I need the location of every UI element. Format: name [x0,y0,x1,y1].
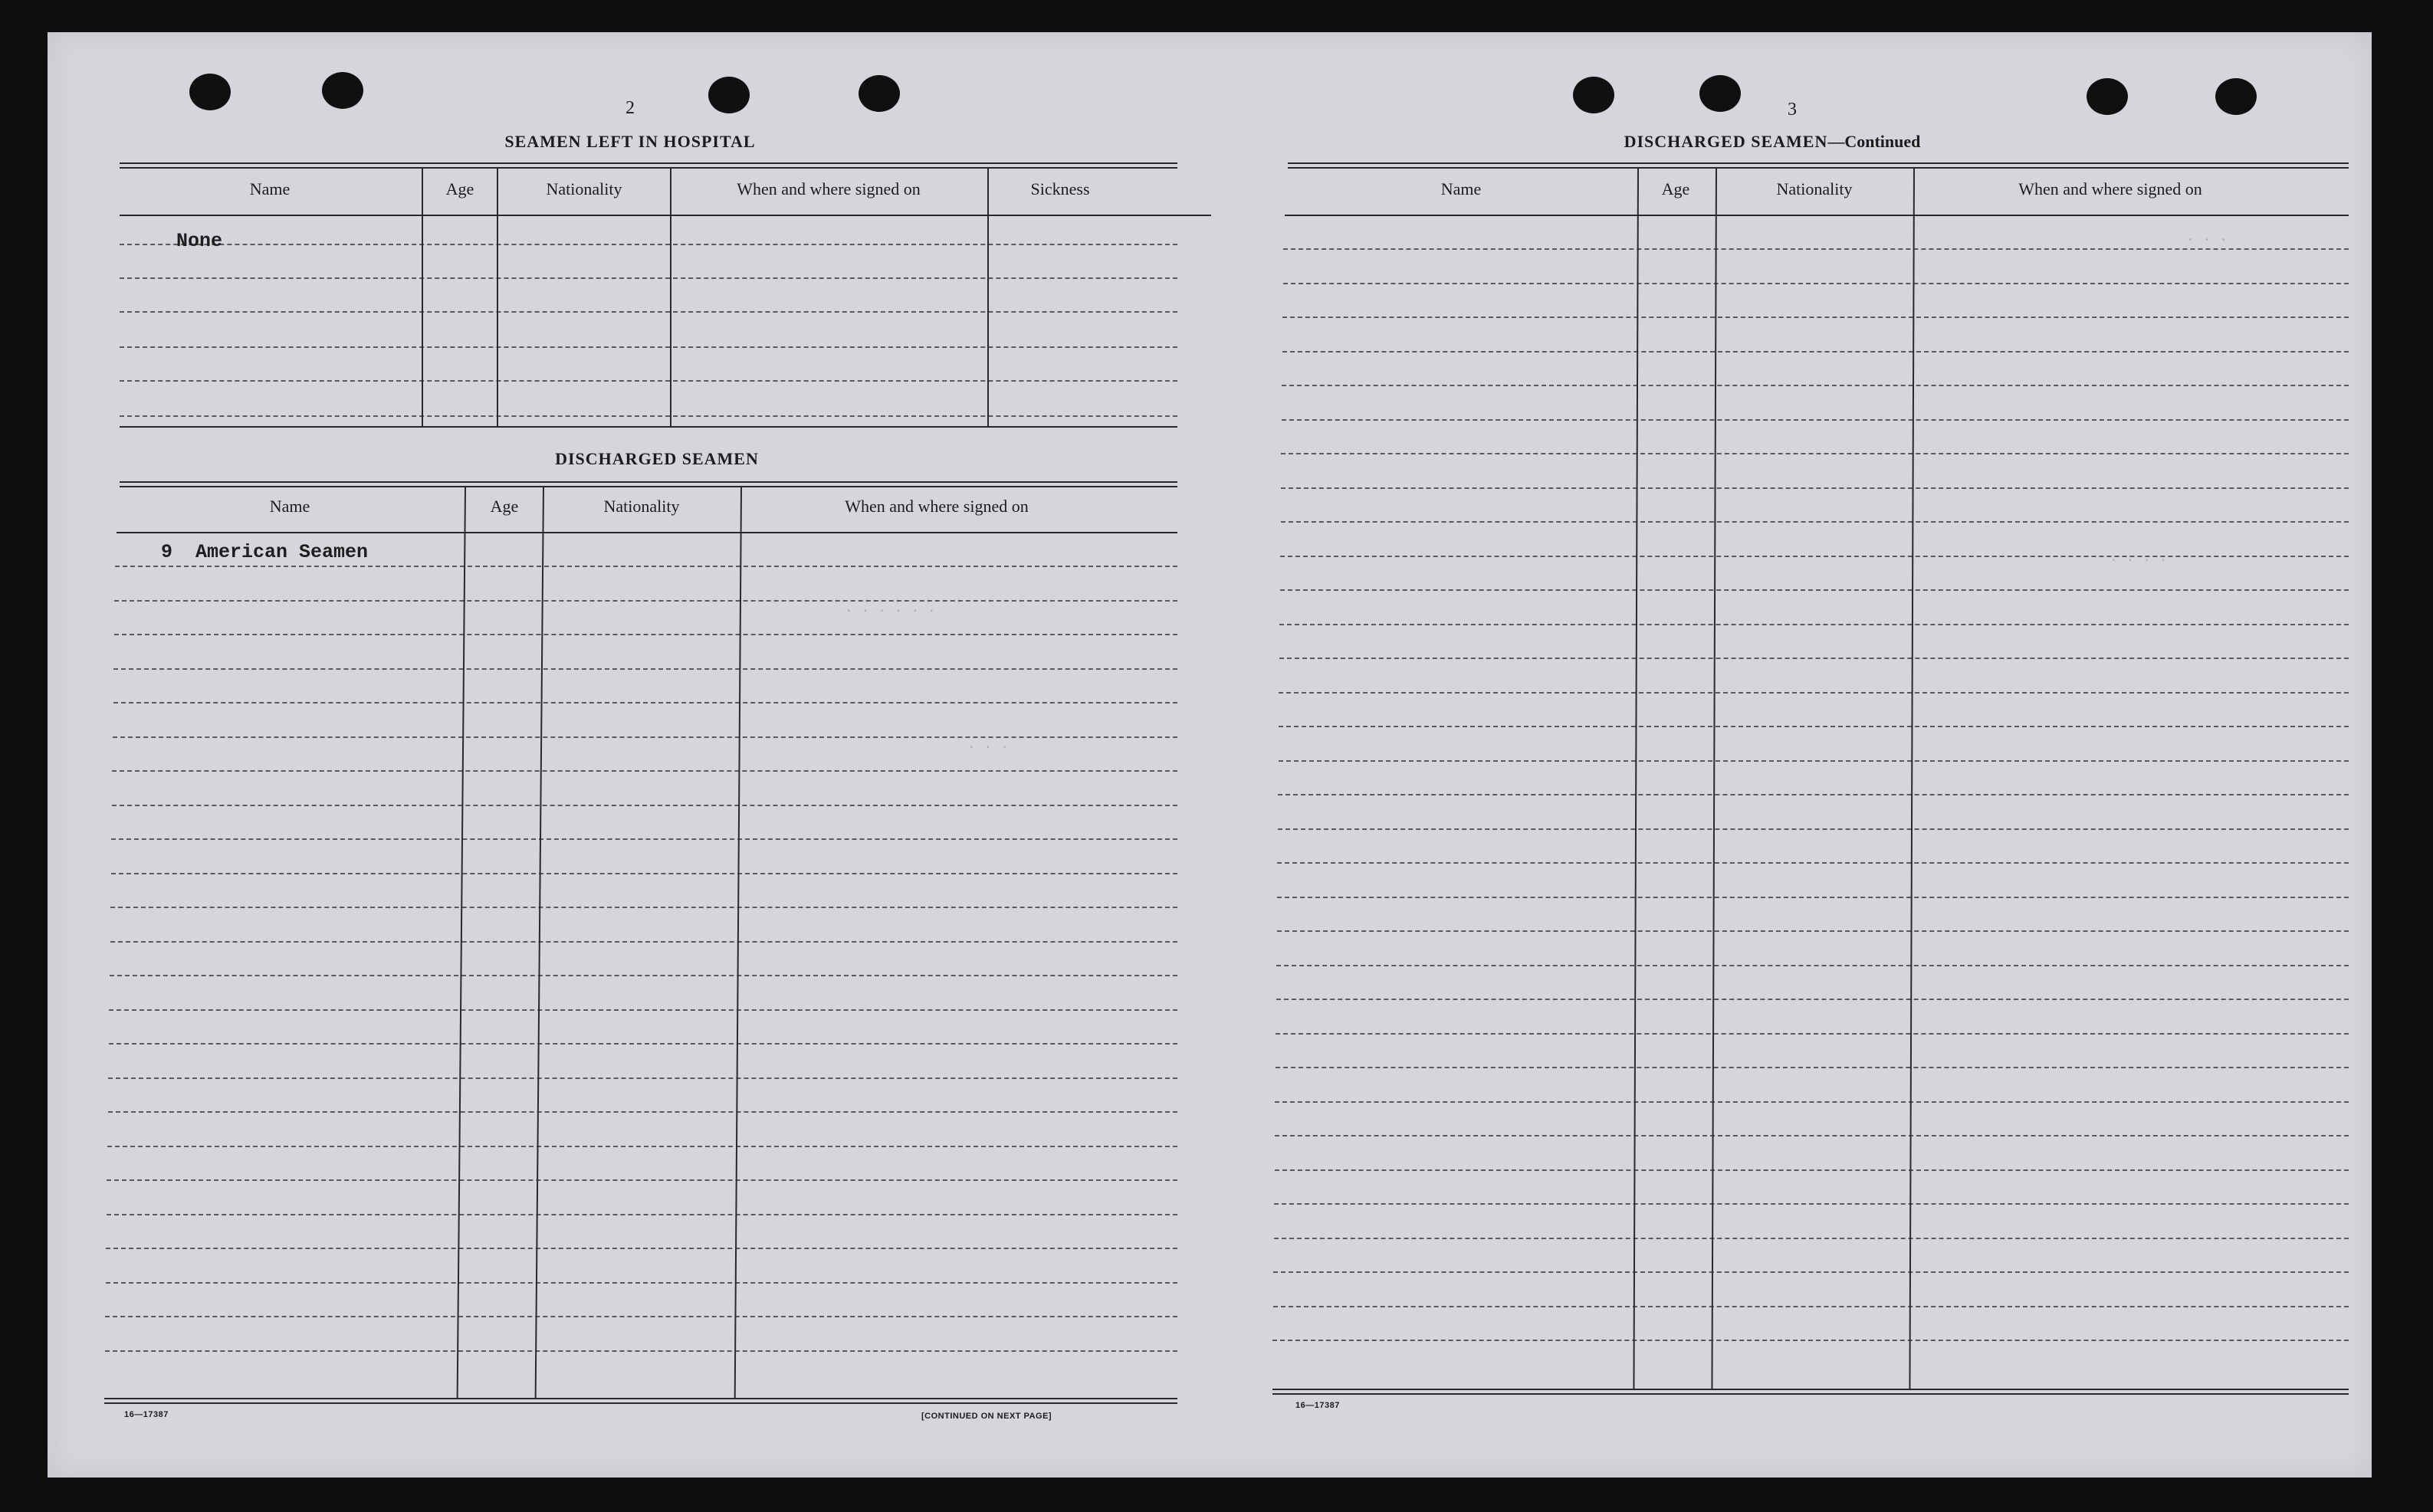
form-row-line [1277,897,2349,898]
form-row-line [1279,658,2349,659]
page-number: 3 [1788,100,1797,120]
column-header-signed-on: When and where signed on [737,179,921,198]
bleed-through-mark: · · · · · · [845,604,936,619]
column-header-age: Age [490,497,519,516]
right-page [48,32,2372,1478]
form-row-line [1282,419,2349,421]
form-row-line [1275,1101,2349,1103]
page-number: 2 [625,98,635,118]
form-row-line [1280,589,2349,591]
form-row-line [1276,965,2349,966]
form-row-line [1280,556,2349,557]
form-row-line [1283,248,2349,250]
form-row-line [1274,1203,2349,1205]
form-row-line [1276,1033,2349,1035]
column-header-age: Age [1661,179,1690,198]
form-row-line [1277,862,2349,864]
section-title-hospital: SEAMEN LEFT IN HOSPITAL [504,132,756,151]
section-title-discharged-continued: DISCHARGED SEAMEN—Continued [1624,132,1921,151]
form-row-line [1273,1271,2349,1273]
form-row-line [1279,760,2349,762]
form-row-line [1275,1135,2349,1136]
form-row-line [1278,794,2349,795]
column-header-name: Name [249,179,291,198]
form-row-line [1276,999,2349,1000]
form-row-line [1279,624,2349,625]
form-row-line [1281,453,2349,454]
form-row-line [1277,930,2349,932]
column-header-signed-on: When and where signed on [845,497,1029,516]
column-header-nationality: Nationality [1776,179,1853,198]
form-number: 16—17387 [1295,1401,1340,1410]
column-header-sickness: Sickness [1030,179,1090,198]
form-row-line [1273,1306,2349,1307]
hospital-entry-name: None [176,230,223,252]
form-row-line [1274,1238,2349,1239]
form-row-line [1276,1067,2349,1068]
bleed-through-mark: · · · [2186,233,2228,248]
form-number: 16—17387 [124,1410,169,1419]
form-row-line [1275,1169,2349,1171]
bleed-through-mark: · · · · [2110,553,2168,569]
column-header-age: Age [445,179,474,198]
form-row-line [1281,521,2349,523]
form-row-line [1282,317,2349,318]
column-header-name: Name [269,497,310,516]
discharged-entry-name: 9 American Seamen [161,541,369,563]
column-header-signed-on: When and where signed on [2018,179,2202,198]
form-row-line [1282,351,2349,353]
form-row-line [1272,1340,2349,1341]
form-row-line [1281,487,2349,489]
section-title-discharged: DISCHARGED SEAMEN [555,449,759,468]
form-row-line [1279,692,2349,694]
form-row-line [1278,828,2349,830]
form-row-line [1283,283,2349,284]
form-row-line [1282,385,2349,386]
column-header-nationality: Nationality [546,179,622,198]
document-sheet [48,32,2372,1478]
form-row-line [1279,726,2349,727]
column-header-nationality: Nationality [603,497,680,516]
bleed-through-mark: · · · [967,740,1010,756]
continued-note: [CONTINUED ON NEXT PAGE] [921,1412,1052,1421]
column-header-name: Name [1440,179,1482,198]
